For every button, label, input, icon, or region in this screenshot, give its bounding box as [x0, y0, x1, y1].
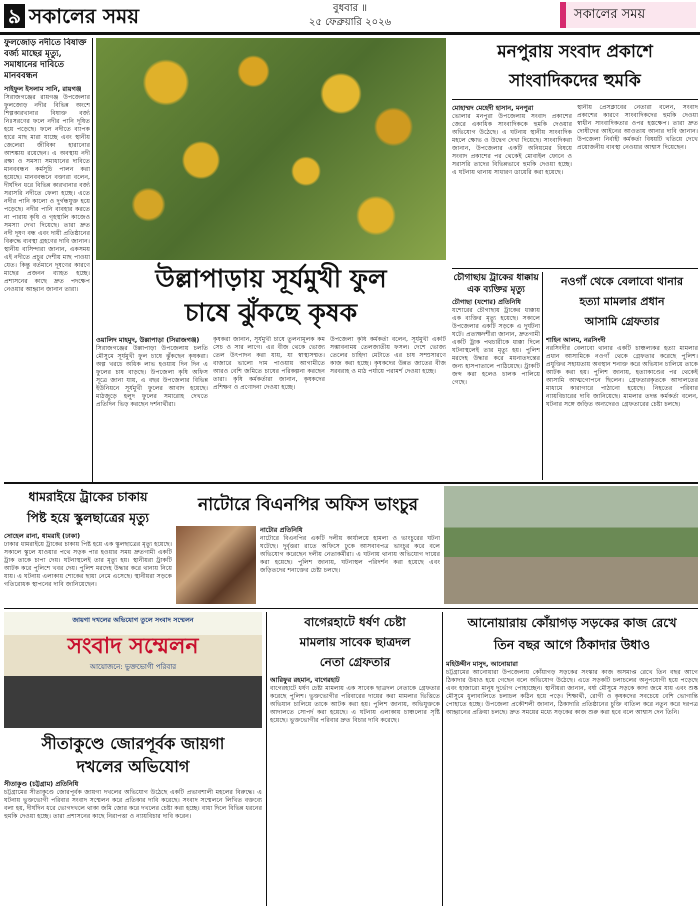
manpura-col-1 — [452, 104, 572, 266]
brand-tag: সকালের সময় — [560, 2, 696, 28]
section-divider — [4, 608, 698, 609]
dhamrai-headline — [4, 486, 172, 530]
headline-line-2: চাষে ঝুঁকছে কৃষক — [184, 298, 358, 327]
headline-line-1: বাগেরহাটে ধর্ষণ চেষ্টা — [304, 615, 406, 629]
headline-line-1: সীতাকুণ্ডে জোরপূর্বক জায়গা — [41, 734, 225, 753]
natore-office-photo — [176, 526, 256, 604]
body: ঢাকার ধামরাইয়ে ট্রাকের চাকায় পিষ্ট হয়ে এক স্কুলছাত্রের মৃত্যু হয়েছে। সকালে স্কুলে যাওয়ার পথে সড়ক পার হওয়ার সময় দ্রুতগামী একটি ট্রাক তাকে চাপা দেয়। ঘটনাস্থলেই তার মৃত্যু হয়। স্থানীয়রা ট্রাকটি আটক করে পুলিশে খবর দেয়। পুলিশ মরদেহ উদ্ধার করে থানায় নিয়ে যায়। এ ঘটনায় এলাকায় শোকের ছায়া নেমে এসেছে। স্থানীয়রা সড়কে গতিরোধক স্থাপনের দাবি জানিয়েছেন। — [4, 541, 172, 588]
byline: নাটোর প্রতিনিধি — [260, 526, 303, 534]
headline-line-3: নেতা গ্রেফতার — [319, 655, 391, 669]
natore-headline: নাটোরে বিএনপির অফিস ভাংচুর — [198, 495, 418, 515]
dhamrai-body — [4, 532, 172, 606]
bagerhat-body — [270, 676, 440, 906]
article-fulzore — [4, 38, 90, 468]
naogaon-headline — [546, 272, 698, 334]
column-divider — [92, 38, 93, 483]
section-divider — [452, 268, 698, 269]
sunflower-headline — [96, 262, 446, 334]
anowara-headline — [446, 612, 698, 658]
column-divider — [542, 272, 543, 480]
sunflower-col-2: কৃষকরা জানান, সূর্যমুখী চাষে তুলনামূলক কম সেচ ও সার লাগে। এর বীজ থেকে ভোজ্য তেল উৎপাদন করা যায়, যা স্বাস্থ্যসম্মত। বাজারে ভালো দাম পাওয়ায় আগামীতে আরও বেশি জমিতে চাষের পরিকল্পনা করছেন তারা। কৃষি কর্মকর্তারা জানান, কৃষকদের প্রশিক্ষণ ও প্রণোদনা দেওয়া হচ্ছে। — [213, 336, 325, 391]
headline: ফুলজোড় নদীতে বিষাক্ত বর্জ্য মাছের মৃত্যু, সমাধানের দাবিতে মানববন্ধন — [4, 38, 87, 81]
anowara-road-photo — [444, 486, 698, 604]
headline-line-2: পিষ্ট হয়ে স্কুলছাত্রের মৃত্যু — [26, 510, 150, 525]
section-divider — [4, 482, 698, 484]
bagerhat-headline — [270, 612, 440, 674]
byline: আরিফুর রহমান, বাগেরহাট — [270, 676, 340, 684]
press-conference-photo — [4, 612, 262, 728]
headline-line-2: মামলায় সাবেক ছাত্রদল — [299, 635, 411, 649]
naogaon-body — [546, 336, 698, 480]
date: ২৫ ফেব্রুয়ারি ২০২৬ — [308, 17, 392, 28]
body: ভোলার মনপুরা উপজেলায় সংবাদ প্রকাশের জেরে একাধিক সাংবাদিককে হুমকি দেওয়ার অভিযোগ উঠেছে। এ ঘটনায় স্থানীয় সাংবাদিক মহলে ক্ষোভ ও উদ্বেগ দেখা দিয়েছে। সাংবাদিকরা জানান, উপজেলার একটি অনিয়মের বিষয়ে সংবাদ প্রকাশের পর থেকেই মোবাইল ফোনে ও সরাসরি তাদের বিভিন্নভাবে হুমকি দেওয়া হচ্ছে। এ ঘটনায় থানায় সাধারণ ডায়েরি করা হয়েছে। — [452, 113, 572, 176]
page-number: ৯ — [4, 4, 25, 28]
sitakunda-body — [4, 780, 262, 906]
column-divider — [442, 612, 443, 906]
body: নরসিংদীর বেলাবো থানার একটি চাঞ্চল্যকর হত্যা মামলার প্রধান আসামিকে নওগাঁ থেকে গ্রেফতার করেছে পুলিশ। প্রযুক্তির সহায়তায় অবস্থান শনাক্ত করে অভিযান চালিয়ে তাকে আটক করা হয়। পুলিশ জানায়, হত্যাকাণ্ডের পর থেকেই আসামি আত্মগোপনে ছিলেন। গ্রেফতারকৃতকে আদালতের মাধ্যমে কারাগারে পাঠানো হয়েছে। নিহতের পরিবার ন্যায়বিচারের দাবি জানিয়েছে। মামলার তদন্ত কর্মকর্তা বলেন, ঘটনার সঙ্গে জড়িত অন্যদেরও গ্রেফতারের চেষ্টা চলছে। — [546, 345, 698, 408]
sitakunda-headline — [4, 732, 262, 778]
byline: সোহেল রানা, ধামরাই (ঢাকা) — [4, 532, 81, 540]
body: যশোরের চৌগাছায় ট্রাকের ধাক্কায় এক ব্যক্তির মৃত্যু হয়েছে। সকালে উপজেলার একটি সড়কে এ দুর্ঘটনা ঘটে। প্রত্যক্ষদর্শীরা জানান, দ্রুতগামী একটি ট্রাক পথচারীকে ধাক্কা দিলে ঘটনাস্থলেই তার মৃত্যু হয়। পুলিশ মরদেহ উদ্ধার করে ময়নাতদন্তের জন্য হাসপাতালে পাঠিয়েছে। ট্রাকটি জব্দ করা হলেও চালক পালিয়ে গেছে। — [452, 307, 540, 386]
sunflower-col-3: উপজেলা কৃষি কর্মকর্তা বলেন, সূর্যমুখী একটি সম্ভাবনাময় তেলজাতীয় ফসল। দেশে ভোজ্য তেলের চাহিদা মেটাতে এর চাষ সম্প্রসারণে কাজ করা হচ্ছে। কৃষকদের উন্নত জাতের বীজ সরবরাহ ও মাঠ পর্যায়ে পরামর্শ দেওয়া হচ্ছে। — [330, 336, 446, 375]
headline-line-1: ধামরাইয়ে ট্রাকের চাকায় — [28, 489, 148, 504]
anowara-body — [446, 660, 698, 906]
byline: মোহাম্মদ মেহেদী হাসান, মনপুরা — [452, 104, 534, 112]
headline: চৌগাছায় ট্রাকের ধাক্কায় এক ব্যক্তির মৃত্যু — [453, 273, 539, 295]
headline-line-2: তিন বছর আগে ঠিকাদার উধাও — [493, 637, 651, 652]
body: চট্টগ্রামের সীতাকুণ্ডে জোরপূর্বক জায়গা দখলের অভিযোগ উঠেছে একটি প্রভাবশালী মহলের বিরুদ্ধে। এ ঘটনায় ভুক্তভোগী পরিবার সংবাদ সম্মেলন করে প্রতিকার দাবি করেছে। সংবাদ সম্মেলনে লিখিত বক্তব্যে বলা হয়, দীর্ঘদিন ধরে ভোগদখলে থাকা জমি জোর করে দখলের চেষ্টা করা হচ্ছে। বাধা দিলে বিভিন্ন ধরনের হুমকি দেওয়া হচ্ছে। তারা প্রশাসনের কাছে নিরাপত্তা ও ন্যায়বিচার দাবি করেন। — [4, 789, 262, 820]
byline: শাহিন আলম, নরসিংদী — [546, 336, 606, 344]
date-line — [220, 2, 480, 32]
manpura-headline — [452, 38, 698, 100]
body: সিরাজগঞ্জের রায়গঞ্জ উপজেলার ফুলজোড় নদীর বিভিন্ন অংশে শিল্পকারখানার বিষাক্ত বর্জ্য নিঃসরণের ফলে নদীর পানি দূষিত হয়ে পড়েছে। ফলে নদীতে ব্যাপক হারে মাছ মারা যাচ্ছে এবং স্থানীয় জেলেরা জীবিকা হারানোর আশঙ্কায় রয়েছেন। এ অবস্থায় নদী রক্ষা ও সমস্যা সমাধানের দাবিতে মানববন্ধন কর্মসূচি পালন করা হয়েছে। মানববন্ধনে বক্তারা বলেন, দীর্ঘদিন ধরে বিভিন্ন কারখানার বর্জ্য সরাসরি নদীতে ফেলা হচ্ছে। এতে নদীর পানি কালো ও দুর্গন্ধযুক্ত হয়ে পড়েছে। নদীর পানি ব্যবহার করতে না পারায় কৃষি ও গৃহস্থালি কাজেও সমস্যা দেখা দিয়েছে। তারা দ্রুত নদী দূষণ বন্ধ এবং দায়ী প্রতিষ্ঠানের বিরুদ্ধে ব্যবস্থা গ্রহণের দাবি জানান। স্থানীয় বাসিন্দারা জানান, একসময় এই নদীতে প্রচুর দেশীয় মাছ পাওয়া যেত। কিন্তু বর্তমানে দূষণের কারণে মাছের প্রজনন ব্যাহত হচ্ছে। প্রশাসনের কাছে দ্রুত পদক্ষেপ নেওয়ার আহ্বান জানান তারা। — [4, 94, 90, 293]
body: নাটোরে বিএনপির একটি দলীয় কার্যালয়ে হামলা ও ভাংচুরের ঘটনা ঘটেছে। দুর্বৃত্তরা রাতে অফিসে ঢুকে আসবাবপত্র ভাংচুর করে বলে অভিযোগ করেছেন দলীয় নেতাকর্মীরা। এ ঘটনায় থানায় অভিযোগ দায়ের করা হয়েছে। পুলিশ জানায়, ঘটনাস্থল পরিদর্শন করা হয়েছে এবং জড়িতদের শনাক্তের চেষ্টা চলছে। — [260, 535, 440, 574]
headline-line-1: নওগাঁ থেকে বেলাবো থানার — [560, 275, 684, 288]
byline: সীতাকুণ্ড (চট্টগ্রাম) প্রতিনিধি — [4, 780, 79, 788]
article-chougacha — [452, 272, 540, 480]
header-rule — [0, 32, 700, 35]
headline-line-1: মনপুরায় সংবাদ প্রকাশে — [497, 42, 653, 62]
headline-line-2: হত্যা মামলার প্রধান — [579, 295, 665, 308]
sunflower-photo — [96, 38, 446, 260]
byline: সাইফুল ইসলাম সানি, রায়গঞ্জ — [4, 85, 82, 93]
byline: ওয়ালিদ মাহমুদ, উল্লাপাড়া (সিরাজগঞ্জ) — [96, 336, 200, 344]
body: চট্টগ্রামের আনোয়ারা উপজেলায় কোঁয়াগড় সড়কের সংস্কার কাজ অসমাপ্ত রেখে তিন বছর আগে ঠিকাদার উধাও হয়ে গেছেন বলে অভিযোগ উঠেছে। এতে সড়কটি চলাচলের অনুপযোগী হয়ে পড়েছে এবং হাজারো মানুষ দুর্ভোগ পোহাচ্ছেন। স্থানীয়রা জানান, বর্ষা মৌসুমে সড়কে কাদা জমে যায় এবং শুষ্ক মৌসুমে ধুলাবালিতে চলাচল কঠিন হয়ে পড়ে। শিক্ষার্থী, রোগী ও কৃষকদের সবচেয়ে বেশি ভোগান্তি পোহাতে হচ্ছে। উপজেলা প্রকৌশলী জানান, ঠিকাদারি প্রতিষ্ঠানের চুক্তি বাতিল করে নতুন করে দরপত্র আহ্বানের প্রক্রিয়া চলছে। দ্রুত সময়ের মধ্যে সড়কের কাজ শুরু করা হবে বলে আশ্বাস দেন তিনি। — [446, 669, 698, 716]
byline: মহিউদ্দীন মাসুদ, আনোয়ারা — [446, 660, 518, 668]
newspaper-logo — [4, 4, 144, 28]
logo-text: সকালের সময় — [28, 4, 139, 28]
sunflower-col-1 — [96, 336, 208, 476]
headline-line-1: আনোয়ারায় কোঁয়াগড় সড়কের কাজ রেখে — [467, 615, 677, 630]
byline: চৌগাছা (যশোর) প্রতিনিধি — [452, 298, 521, 306]
banner-top-line: জায়গা দখলের অভিযোগ তুলে সংবাদ সম্মেলন — [72, 616, 194, 624]
headline-line-2: দখলের অভিযোগ — [76, 757, 190, 776]
manpura-col-2: স্থানীয় প্রেসক্লাবের নেতারা বলেন, সংবাদ প্রকাশের কারণে সাংবাদিকদের হুমকি দেওয়া স্বাধীন সাংবাদিকতার ওপর হস্তক্ষেপ। তারা দ্রুত দোষীদের আইনের আওতায় আনার দাবি জানান। উপজেলা নির্বাহী কর্মকর্তা বিষয়টি খতিয়ে দেখে প্রয়োজনীয় ব্যবস্থা নেওয়ার আশ্বাস দিয়েছেন। — [577, 104, 698, 151]
banner-organizer: আয়োজনে: ভুক্তভোগী পরিবার — [89, 663, 177, 671]
headline-line-1: উল্লাপাড়ায় সূর্যমুখী ফুল — [155, 264, 387, 293]
banner-title: সংবাদ সম্মেলন — [67, 633, 199, 659]
natore-body — [260, 526, 440, 606]
headline-line-3: আসামি গ্রেফতার — [584, 315, 660, 328]
weekday: বুধবার ॥ — [333, 3, 367, 14]
headline-line-2: সাংবাদিকদের হুমকি — [509, 71, 641, 91]
column-divider — [266, 612, 267, 906]
body: সিরাজগঞ্জের উল্লাপাড়া উপজেলায় চলতি মৌসুমে সূর্যমুখী ফুল চাষে ঝুঁকছেন কৃষকরা। অল্প খরচে অধিক লাভ হওয়ায় দিন দিন এ ফুলের চাষ বাড়ছে। উপজেলা কৃষি অফিস সূত্রে জানা যায়, এ বছর উপজেলার বিভিন্ন ইউনিয়নে সূর্যমুখী ফুলের আবাদ হয়েছে। মাঠজুড়ে হলুদ ফুলের সমারোহ দেখতে প্রতিদিন ভিড় করছেন দর্শনার্থীরা। — [96, 345, 208, 408]
body: বাগেরহাটে ধর্ষণ চেষ্টা মামলায় এক সাবেক ছাত্রদল নেতাকে গ্রেফতার করেছে পুলিশ। ভুক্তভোগীর পরিবারের দায়ের করা মামলার ভিত্তিতে অভিযান চালিয়ে তাকে আটক করা হয়। পুলিশ জানায়, অভিযুক্তকে আদালতে সোপর্দ করা হয়েছে। এ ঘটনায় এলাকায় চাঞ্চল্যের সৃষ্টি হয়েছে। ভুক্তভোগীর পরিবার দ্রুত বিচার দাবি করেছে। — [270, 685, 440, 724]
